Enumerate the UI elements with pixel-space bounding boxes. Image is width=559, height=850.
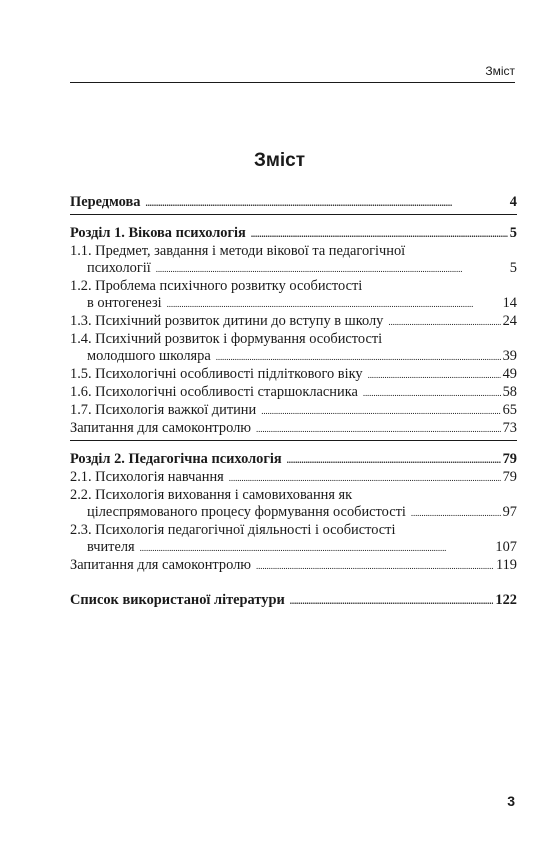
- toc-leader: [167, 296, 501, 313]
- toc-entry-cont: [70, 260, 517, 278]
- toc-label: 1.5. Психологічні особливості підліткового віку: [70, 366, 363, 382]
- toc-leader: [363, 385, 501, 402]
- toc-leader: [229, 470, 501, 487]
- toc-label: Запитання для самоконтролю: [70, 420, 252, 436]
- toc-leader: [261, 403, 500, 420]
- toc-page: 49: [502, 366, 517, 382]
- toc-label: в онтогенезі: [87, 295, 162, 311]
- section-divider: [70, 440, 517, 441]
- toc-page: 5: [509, 260, 517, 276]
- toc-label: Розділ 2. Педагогічна психологія: [70, 451, 282, 467]
- toc-leader: [388, 314, 500, 331]
- toc-entry-references: [70, 592, 517, 610]
- toc-label: 2.1. Психологія навчання: [70, 469, 224, 485]
- toc-label: 1.6. Психологічні особливості старшокласника: [70, 384, 358, 400]
- toc-leader: [287, 452, 501, 469]
- toc-page: 5: [509, 225, 517, 241]
- toc-entry: [70, 557, 517, 575]
- toc-label: 1.4. Психічний розвиток і формування особистості: [70, 331, 383, 347]
- toc-entry-section2: [70, 451, 517, 469]
- toc-label: цілеспрямованого процесу формування особистості: [87, 504, 406, 520]
- toc-entry: [70, 366, 517, 384]
- toc-entry: [70, 487, 517, 504]
- toc-leader: [256, 421, 501, 438]
- toc-page: 58: [502, 384, 517, 400]
- toc-page: 14: [502, 295, 517, 311]
- toc-entry: [70, 384, 517, 402]
- toc-label: психології: [87, 260, 151, 276]
- toc-entry-section1: [70, 225, 517, 243]
- toc-label: 1.7. Психологія важкої дитини: [70, 402, 257, 418]
- toc-entry: [70, 469, 517, 487]
- toc-label: Список використаної літератури: [70, 592, 285, 608]
- toc-entry: [70, 402, 517, 420]
- toc-leader: [290, 593, 494, 610]
- toc-page: 122: [495, 592, 517, 608]
- toc-leader: [140, 540, 494, 557]
- toc-entry: [70, 243, 517, 260]
- toc-page: 97: [502, 504, 517, 520]
- toc-page: 79: [502, 451, 517, 467]
- toc-label: вчителя: [87, 539, 135, 555]
- toc-entry-cont: [70, 348, 517, 366]
- toc-leader: [411, 505, 501, 522]
- toc-label: 1.2. Проблема психічного розвитку особистості: [70, 278, 363, 294]
- toc-page: 107: [495, 539, 517, 555]
- toc-entry-cont: [70, 504, 517, 522]
- toc-page: 4: [509, 194, 517, 210]
- running-head: Зміст: [485, 64, 515, 78]
- toc-page: 73: [502, 420, 517, 436]
- toc-page: 24: [502, 313, 517, 329]
- table-of-contents: [70, 194, 517, 610]
- toc-label: Передмова: [70, 194, 141, 210]
- toc-entry: [70, 313, 517, 331]
- toc-label: Розділ 1. Вікова психологія: [70, 225, 246, 241]
- toc-leader: [145, 195, 507, 212]
- toc-label: 2.2. Психологія виховання і самовиховання як: [70, 487, 353, 503]
- toc-entry-cont: [70, 539, 517, 557]
- page-number: 3: [507, 793, 515, 809]
- toc-leader: [368, 367, 501, 384]
- toc-label: Запитання для самоконтролю: [70, 557, 252, 573]
- toc-page: 65: [502, 402, 517, 418]
- toc-entry: [70, 331, 517, 348]
- toc-leader: [256, 558, 494, 575]
- toc-entry-cont: [70, 295, 517, 313]
- toc-page: 39: [502, 348, 517, 364]
- toc-label: молодшого школяра: [87, 348, 211, 364]
- toc-leader: [156, 261, 508, 278]
- toc-page: 119: [495, 557, 517, 573]
- toc-label: 1.3. Психічний розвиток дитини до вступу в школу: [70, 313, 384, 329]
- page-title: Зміст: [253, 150, 306, 171]
- toc-page: 79: [502, 469, 517, 485]
- header-rule: [70, 82, 515, 83]
- toc-entry: [70, 420, 517, 438]
- toc-entry-foreword: [70, 194, 517, 212]
- toc-entry: [70, 278, 517, 295]
- toc-label: 2.3. Психологія педагогічної діяльності і особистості: [70, 522, 396, 538]
- section-divider: [70, 214, 517, 215]
- toc-label: 1.1. Предмет, завдання і методи вікової та педагогічної: [70, 243, 406, 259]
- toc-leader: [251, 226, 508, 243]
- toc-leader: [216, 349, 501, 366]
- toc-entry: [70, 522, 517, 539]
